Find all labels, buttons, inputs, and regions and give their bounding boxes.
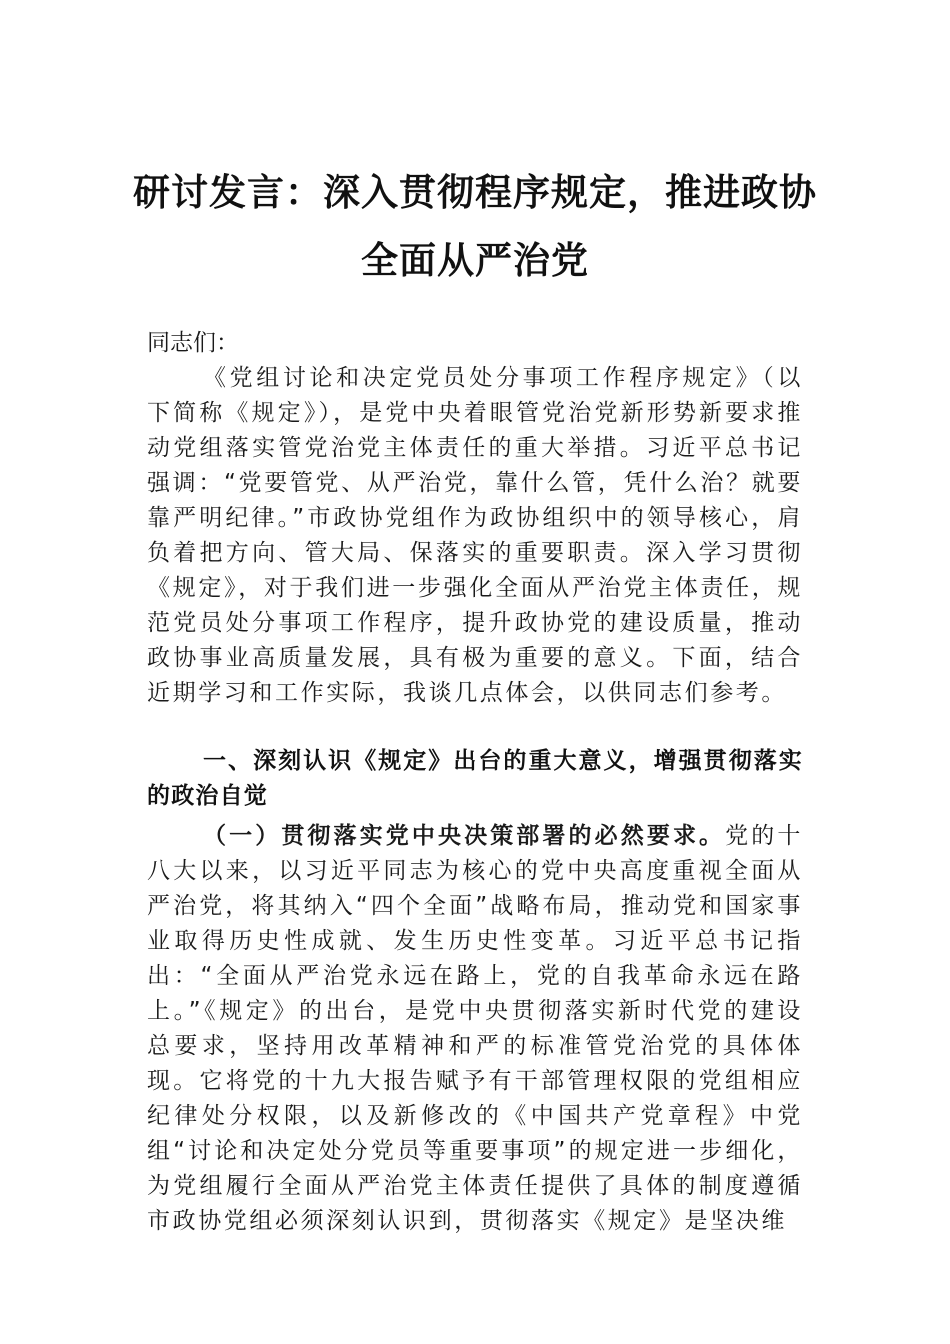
section-1-heading: 一、深刻认识《规定》出台的重大意义，增强贯彻落实的政治自觉 xyxy=(147,748,803,809)
intro-paragraph: 《党组讨论和决定党员处分事项工作程序规定》（以下简称《规定》），是党中央着眼管党治党新形势新要求推动党组落实管党治党主体责任的重大举措。习近平总书记强调：“党要管党、从严治党，靠什么管，凭什么治？就要靠严明纪律。”市政协党组作为政协组织中的领导核心，肩负着把方向、管大局、保落实的重要职责。深入学习贯彻《规定》，对于我们进一步强化全面从严治党主体责任，规范党员处分事项工作程序，提升政协党的建设质量，推动政协事业高质量发展，具有极为重要的意义。下面，结合近期学习和工作实际，我谈几点体会，以供同志们参考。 xyxy=(147,365,803,706)
document-title-line-1: 研讨发言：深入贯彻程序规定，推进政协 xyxy=(133,170,817,214)
salutation: 同志们： xyxy=(147,330,239,356)
subsection-1-lead: （一）贯彻落实党中央决策部署的必然要求。 xyxy=(203,822,726,849)
subsection-1-body: 党的十八大以来，以习近平同志为核心的党中央高度重视全面从严治党，将其纳入“四个全面”战略布局，推动党和国家事业取得历史性成就、发生历史性变革。习近平总书记指出：“全面从严治党永远在路上，党的自我革命永远在路上。”《规定》的出台，是党中央贯彻落实新时代党的建设总要求，坚持用改革精神和严的标准管党治党的具体体现。它将党的十九大报告赋予有干部管理权限的党组相应纪律处分权限，以及新修改的《中国共产党章程》中党组“讨论和决定处分党员等重要事项”的规定进一步细化，为党组履行全面从严治党主体责任提供了具体的制度遵循市政协党组必须深刻认识到，贯彻落实《规定》是坚决维 xyxy=(147,823,803,1234)
section-1-subsection-1-paragraph xyxy=(147,818,803,1239)
document-title-line-2: 全面从严治党 xyxy=(361,238,589,282)
